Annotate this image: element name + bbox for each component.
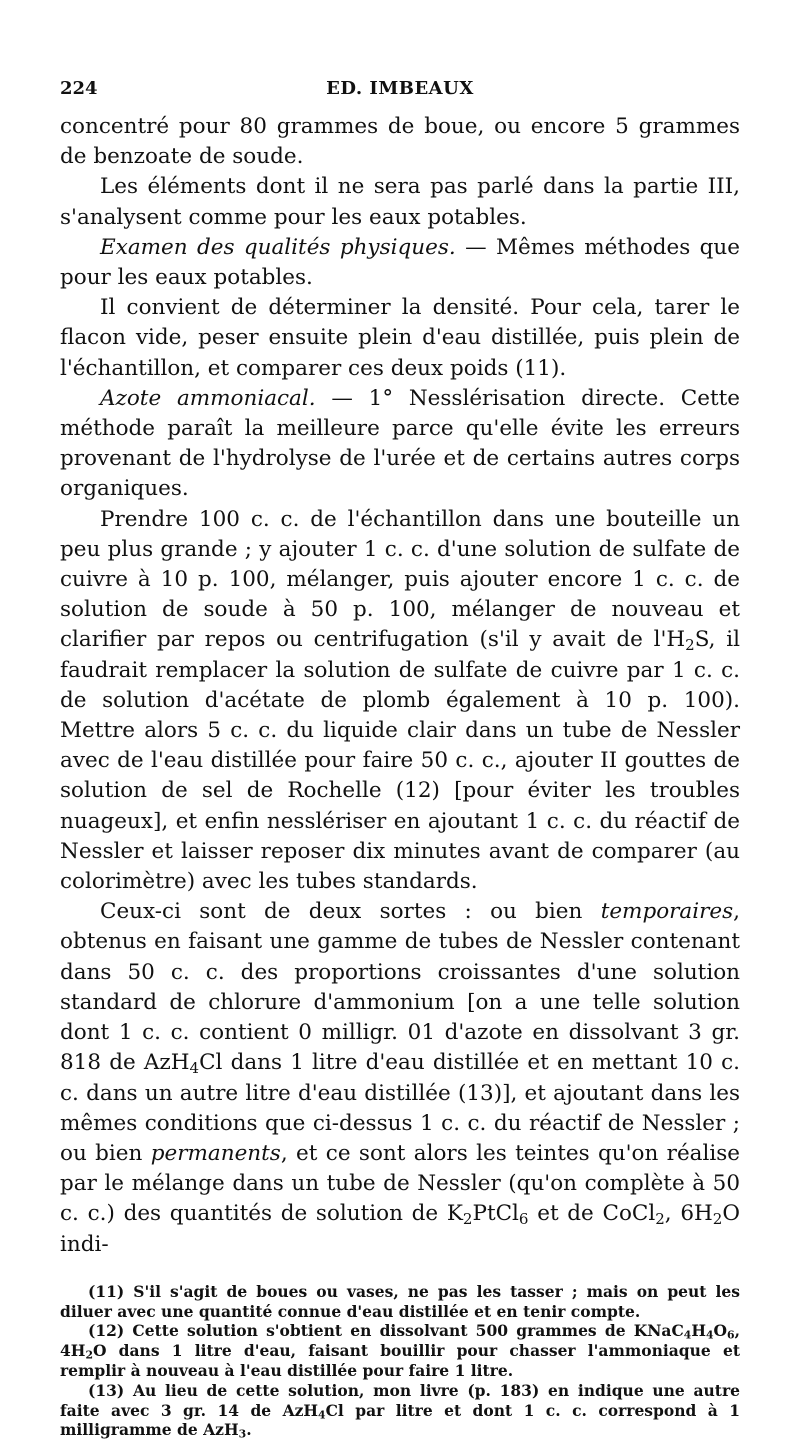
paragraph-2: Les éléments dont il ne sera pas parlé dans la partie III, s'analysent comme pour les eaux potables. (60, 174, 740, 230)
running-head: ED. IMBEAUX (326, 78, 474, 99)
page-header (60, 78, 740, 112)
footnote-12: (12) Cette solution s'obtient en dissolvant 500 grammes de $KNaC_4H_4O_6$, $4H_2O$ dans 1 litre d'eau, faisant bouillir pour chasser l'ammoniaque et remplir à nouveau à l'eau distillée pour faire 1 litre. (60, 1321, 740, 1380)
paragraph-1: concentré pour 80 grammes de boue, ou encore 5 grammes de benzoate de soude. (60, 114, 740, 170)
body-text (60, 112, 740, 1260)
footnotes (60, 1282, 740, 1440)
paragraph-3: Examen des qualités physiques. — Mêmes méthodes que pour les eaux potables. (60, 234, 740, 291)
paragraph-4: Il convient de déterminer la densité. Pour cela, tarer le flacon vide, peser ensuite plein d'eau distillée, puis plein de l'échantillon, et comparer ces deux poids (11). (60, 295, 740, 381)
section-heading: Azote ammoniacal. (100, 385, 316, 411)
page-number: 224 (60, 78, 98, 99)
footnote-13: (13) Au lieu de cette solution, mon livre (p. 183) en indique une autre faite avec 3 gr. 14 de AzH$_4$Cl par litre et dont 1 c. c. correspond à 1 milligramme de AzH$_3$. (60, 1380, 740, 1441)
footnote-11: (11) S'il s'agit de boues ou vases, ne pas les tasser ; mais on peut les diluer avec une quantité connue d'eau distillée et en tenir compte. (60, 1281, 740, 1321)
document-page (60, 78, 740, 1440)
paragraph-7: Ceux-ci sont de deux sortes : ou bien temporaires, obtenus en faisant une gamme de tubes de Nessler contenant dans 50 c. c. des proportions croissantes d'une solution standard de chlorure d'ammonium [on a une telle solution dont 1 c. c. contient 0 milligr. 01 d'azote en dissolvant 3 gr. 818 de AzH$_4$Cl dans 1 litre d'eau distillée et en mettant 10 c. c. dans un autre litre d'eau distillée (13)], et ajoutant dans les mêmes conditions que ci-dessus 1 c. c. du réactif de Nessler ; ou bien permanents, et ce sont alors les teintes qu'on réalise par le mélange dans un tube de Nessler (qu'on complète à 50 c. c.) des quantités de solution de $K_2PtCl_6$ et de CoCl$_2$, $6H_2O$ indi- (60, 899, 740, 1257)
section-heading: Examen des qualités physiques. (100, 234, 456, 260)
paragraph-5: Azote ammoniacal. — 1° Nesslérisation directe. Cette méthode paraît la meilleure parce qu'elle évite les erreurs provenant de l'hydrolyse de l'urée et de certains autres corps organiques. (60, 385, 740, 502)
paragraph-6: Prendre 100 c. c. de l'échantillon dans une bouteille un peu plus grande ; y ajouter 1 c. c. d'une solution de sulfate de cuivre à 10 p. 100, mélanger, puis ajouter encore 1 c. c. de solution de soude à 50 p. 100, mélanger de nouveau et clarifier par repos ou centrifugation (s'il y avait de $l'H_2S$, il faudrait remplacer la solution de sulfate de cuivre par 1 c. c. de solution d'acétate de plomb également à 10 p. 100). Mettre alors 5 c. c. du liquide clair dans un tube de Nessler avec de l'eau distillée pour faire 50 c. c., ajouter II gouttes de solution de sel de Rochelle (12) [pour éviter les troubles nuageux], et enfin nesslériser en ajoutant 1 c. c. du réactif de Nessler et laisser reposer dix minutes avant de comparer (au colorimètre) avec les tubes standards. (60, 506, 740, 895)
